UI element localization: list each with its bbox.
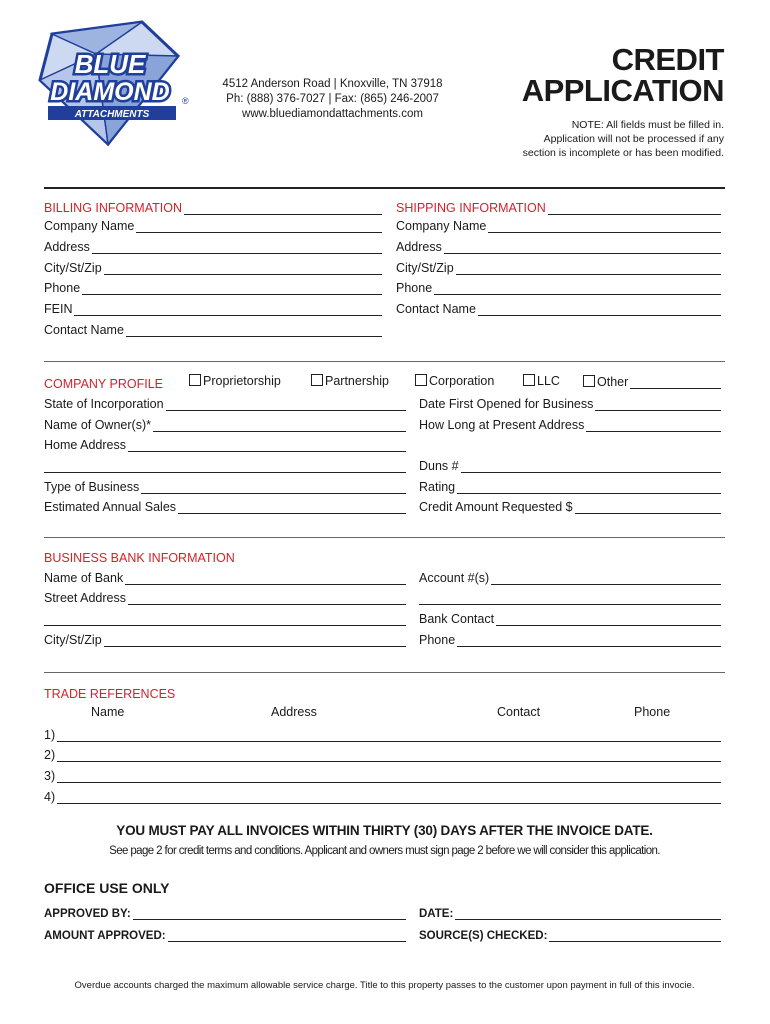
rating-field[interactable]: Rating — [419, 478, 721, 494]
billing-phone-field[interactable]: Phone — [44, 279, 382, 295]
billing-fein-field[interactable]: FEIN — [44, 300, 382, 316]
bank-name-field[interactable]: Name of Bank — [44, 569, 406, 585]
billing-heading-line[interactable] — [184, 202, 382, 215]
billing-heading-row — [44, 199, 382, 215]
bank-phone-field[interactable]: Phone — [419, 631, 721, 647]
logo-registered-mark: ® — [182, 96, 189, 106]
office-use-heading: OFFICE USE ONLY — [44, 880, 170, 896]
shipping-contact-field[interactable]: Contact Name — [396, 300, 721, 316]
checkbox-corporation[interactable]: Corporation — [415, 374, 494, 388]
shipping-phone-field[interactable]: Phone — [396, 279, 721, 295]
billing-company-name-field[interactable]: Company Name — [44, 217, 382, 233]
address-street: 4512 Anderson Road | Knoxville, TN 37918 — [222, 78, 443, 90]
bank-account-field[interactable]: Account #(s) — [419, 569, 721, 585]
trade-reference-row[interactable]: 3) — [44, 767, 721, 783]
section-divider — [44, 672, 725, 673]
home-address-field[interactable]: Home Address — [44, 436, 406, 452]
shipping-heading-row — [396, 199, 721, 215]
bank-city-field[interactable]: City/St/Zip — [44, 631, 406, 647]
checkbox-icon[interactable] — [415, 374, 427, 386]
shipping-city-field[interactable]: City/St/Zip — [396, 259, 721, 275]
section-divider — [44, 361, 725, 362]
payment-terms-headline: YOU MUST PAY ALL INVOICES WITHIN THIRTY (30) DAYS AFTER THE INVOICE DATE. — [116, 823, 653, 838]
page-title: CREDIT APPLICATION — [521, 42, 724, 108]
billing-address-field[interactable]: Address — [44, 238, 382, 254]
logo-text-attachments: ATTACHMENTS — [74, 109, 150, 120]
annual-sales-field[interactable]: Estimated Annual Sales — [44, 498, 406, 514]
duns-field[interactable]: Duns # — [419, 457, 721, 473]
checkbox-other[interactable]: Other — [583, 373, 721, 389]
shipping-heading: SHIPPING INFORMATION — [396, 201, 546, 215]
bank-contact-field[interactable]: Bank Contact — [419, 610, 721, 626]
trade-col-phone: Phone — [634, 705, 671, 719]
date-field[interactable]: DATE: — [419, 904, 721, 920]
form-note: NOTE: All fields must be filled in. Application will not be processed if any section is incomplete or has been modified. — [522, 119, 724, 159]
checkbox-llc[interactable]: LLC — [523, 374, 560, 388]
sources-checked-field[interactable]: SOURCE(S) CHECKED: — [419, 926, 721, 942]
checkbox-icon[interactable] — [583, 375, 595, 387]
logo-text-diamond: DIAMOND — [50, 78, 170, 106]
trade-col-name: Name — [91, 705, 125, 719]
checkbox-proprietorship[interactable]: Proprietorship — [189, 374, 281, 388]
state-of-incorporation-field[interactable]: State of Incorporation — [44, 395, 406, 411]
company-address — [205, 77, 460, 122]
trade-reference-row[interactable]: 4) — [44, 788, 721, 804]
credit-amount-field[interactable]: Credit Amount Requested $ — [419, 498, 721, 514]
shipping-address-field[interactable]: Address — [396, 238, 721, 254]
checkbox-icon[interactable] — [523, 374, 535, 386]
company-logo — [30, 18, 190, 148]
home-address-line2-field[interactable] — [44, 457, 406, 473]
approved-by-field[interactable]: APPROVED BY: — [44, 904, 406, 920]
other-specify-line[interactable] — [630, 376, 721, 389]
trade-reference-row[interactable]: 1) — [44, 726, 721, 742]
how-long-field[interactable]: How Long at Present Address — [419, 416, 721, 432]
amount-approved-field[interactable]: AMOUNT APPROVED: — [44, 926, 406, 942]
address-phone-fax: Ph: (888) 376-7027 | Fax: (865) 246-2007 — [226, 93, 439, 105]
business-type-field[interactable]: Type of Business — [44, 478, 406, 494]
billing-contact-field[interactable]: Contact Name — [44, 321, 382, 337]
bank-account-line2-field[interactable] — [419, 589, 721, 605]
trade-col-contact: Contact — [497, 705, 541, 719]
trade-reference-row[interactable]: 2) — [44, 746, 721, 762]
checkbox-icon[interactable] — [189, 374, 201, 386]
section-divider — [44, 537, 725, 538]
logo-text-blue: BLUE — [74, 49, 146, 79]
address-website: www.bluediamondattachments.com — [242, 108, 423, 120]
checkbox-partnership[interactable]: Partnership — [311, 374, 389, 388]
shipping-company-name-field[interactable]: Company Name — [396, 217, 721, 233]
trade-heading: TRADE REFERENCES — [44, 687, 176, 701]
trade-col-address: Address — [271, 705, 317, 719]
bank-heading: BUSINESS BANK INFORMATION — [44, 551, 235, 565]
footer-disclaimer: Overdue accounts charged the maximum allowable service charge. Title to this property passes to the customer upon payment in full of this invocie. — [74, 980, 695, 991]
owners-name-field[interactable]: Name of Owner(s)* — [44, 416, 406, 432]
billing-city-field[interactable]: City/St/Zip — [44, 259, 382, 275]
profile-heading: COMPANY PROFILE — [44, 377, 164, 391]
date-opened-field[interactable]: Date First Opened for Business — [419, 395, 721, 411]
checkbox-icon[interactable] — [311, 374, 323, 386]
bank-street-field[interactable]: Street Address — [44, 589, 406, 605]
bank-street-line2-field[interactable] — [44, 610, 406, 626]
header-divider — [44, 187, 725, 189]
billing-heading: BILLING INFORMATION — [44, 201, 182, 215]
payment-terms-subline: See page 2 for credit terms and conditions. Applicant and owners must sign page 2 before we will consider this application. — [109, 845, 660, 857]
